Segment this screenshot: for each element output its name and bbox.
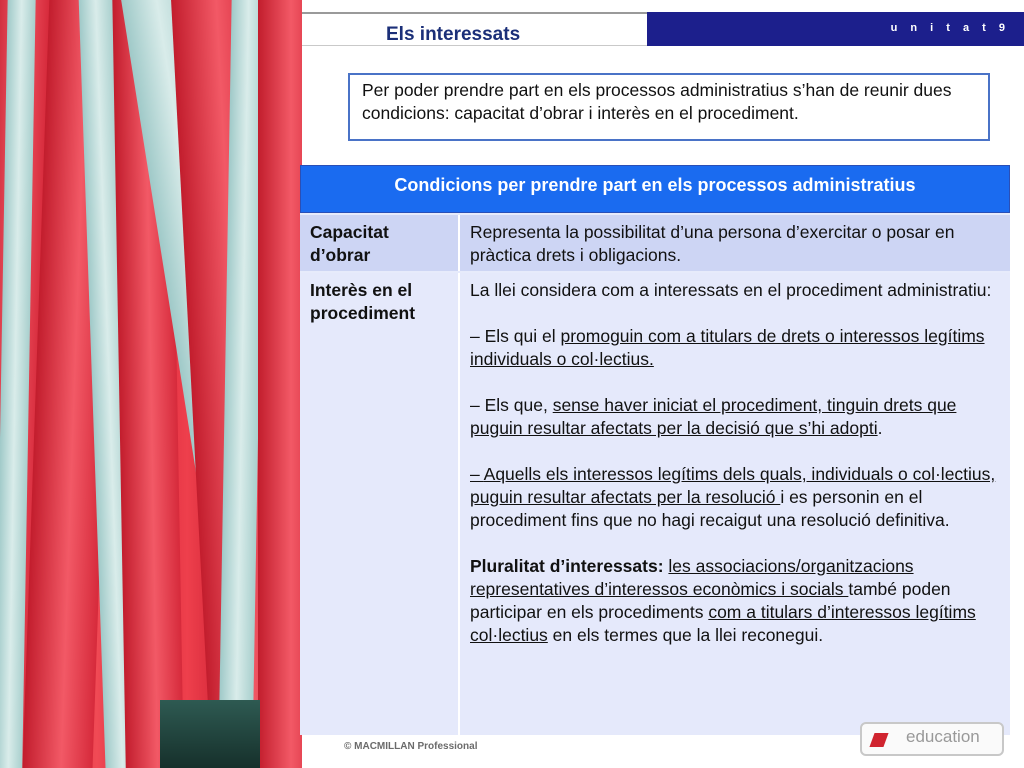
underlined-text: promoguin com a titulars de drets o interessos legítims individuals o col·lectius. — [470, 326, 985, 369]
header-rule — [302, 12, 647, 14]
publisher-logo — [860, 722, 1004, 756]
paragraph — [470, 555, 1000, 647]
table-title: Condicions per prendre part en els processos administratius — [300, 165, 1010, 213]
bold-text: Pluralitat d’interessats: — [470, 556, 664, 576]
text-span: i es personin en el procediment fins que no hagi recaigut una resolució definitiva. — [470, 487, 950, 530]
unit-banner — [647, 12, 1024, 46]
table-row — [300, 273, 1010, 735]
intro-box: Per poder prendre part en els processos administratius s’han de reunir dues condicions: capacitat d’obrar i interès en el procediment. — [348, 73, 990, 141]
text-span: en els termes que la llei reconegui. — [547, 625, 824, 645]
underlined-text: les associacions/organitzacions representatives d’interessos econòmics i socials — [470, 556, 914, 599]
row-description — [460, 273, 1010, 735]
underlined-text: Aquells els interessos legítims dels quals, individuals o col·lectius, puguin resultar afectats per la resolució — [470, 464, 996, 507]
paragraph — [470, 463, 1000, 532]
row-description: Representa la possibilitat d’una persona d’exercitar o posar en pràctica drets i obligacions. — [470, 222, 955, 265]
underlined-text: com a titulars d’interessos legítims col·lectius — [470, 602, 976, 645]
paragraph: La llei considera com a interessats en el procediment administratiu: — [470, 280, 992, 300]
underlined-text: – — [470, 464, 484, 484]
paragraph — [470, 394, 1000, 440]
row-label: Interès en el procediment — [310, 280, 416, 323]
conditions-table — [300, 165, 1010, 735]
page-title: Els interessats — [386, 24, 521, 45]
logo-text: education — [906, 727, 980, 746]
paragraph — [470, 325, 1000, 371]
photo-dark-area — [160, 700, 260, 768]
text-span: – Els qui el — [470, 326, 561, 346]
unit-label: u n i t a t 9 — [890, 22, 1010, 34]
text-span: també poden participar en els procediments — [470, 579, 951, 622]
text-span: – Els que, — [470, 395, 553, 415]
folders-photo — [0, 0, 302, 768]
underlined-text: sense haver iniciat el procediment, tinguin drets que puguin resultar afectats per la decisió que s’hi adopti — [470, 395, 957, 438]
table-row — [300, 215, 1010, 271]
photo-folder — [258, 0, 302, 768]
copyright: © MACMILLAN Professional — [344, 741, 478, 752]
text-span: . — [877, 418, 883, 438]
row-label: Capacitat d’obrar — [310, 222, 389, 265]
logo-mark-icon — [869, 733, 888, 747]
